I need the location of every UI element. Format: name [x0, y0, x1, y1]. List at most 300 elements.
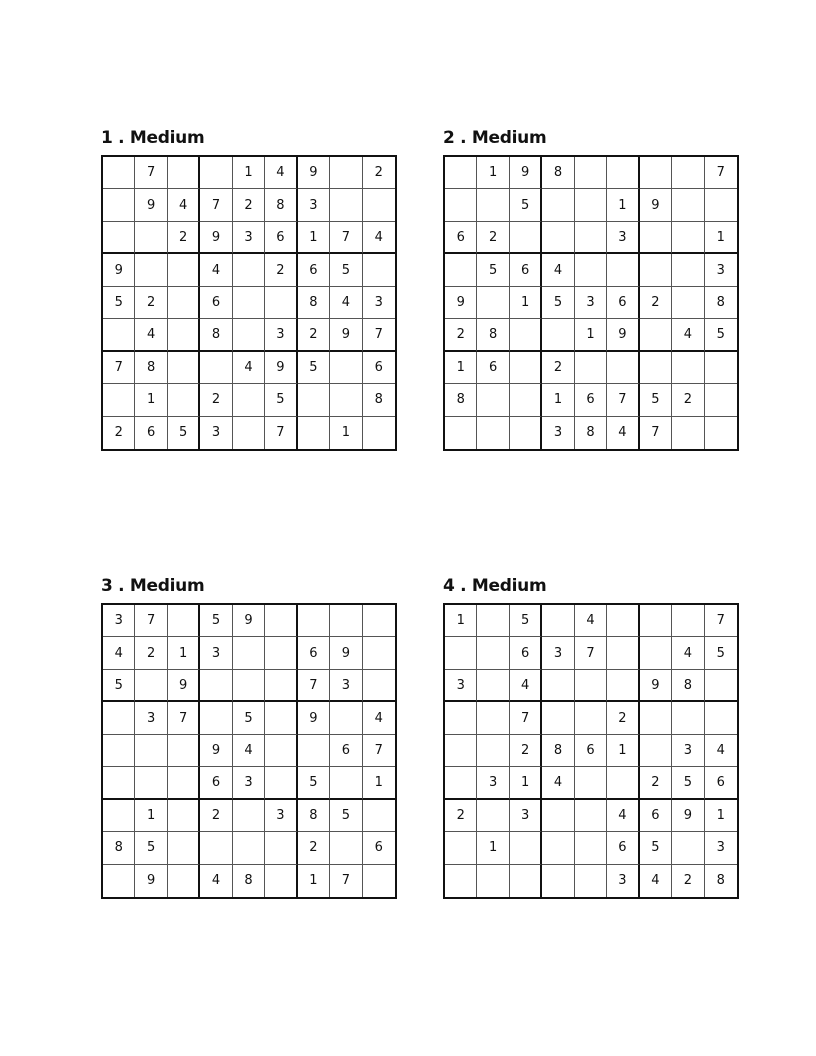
sudoku-cell[interactable]: 9: [168, 670, 200, 702]
sudoku-cell[interactable]: [575, 222, 607, 254]
sudoku-cell[interactable]: [135, 767, 167, 799]
sudoku-cell[interactable]: [575, 352, 607, 384]
sudoku-cell[interactable]: [135, 222, 167, 254]
sudoku-cell[interactable]: 6: [575, 384, 607, 416]
sudoku-cell[interactable]: 1: [298, 865, 330, 897]
sudoku-cell[interactable]: 4: [607, 800, 639, 832]
sudoku-cell[interactable]: 5: [135, 832, 167, 864]
sudoku-cell[interactable]: 1: [168, 637, 200, 669]
sudoku-cell[interactable]: 2: [510, 735, 542, 767]
sudoku-cell[interactable]: [233, 287, 265, 319]
sudoku-cell[interactable]: 1: [135, 800, 167, 832]
sudoku-cell[interactable]: 6: [477, 352, 509, 384]
sudoku-cell[interactable]: 6: [445, 222, 477, 254]
sudoku-cell[interactable]: 4: [200, 865, 232, 897]
sudoku-cell[interactable]: [103, 222, 135, 254]
sudoku-cell[interactable]: 6: [363, 832, 395, 864]
sudoku-cell[interactable]: [103, 702, 135, 734]
sudoku-cell[interactable]: 5: [330, 800, 362, 832]
sudoku-cell[interactable]: 5: [672, 767, 704, 799]
sudoku-cell[interactable]: [135, 254, 167, 286]
sudoku-cell[interactable]: 2: [363, 157, 395, 189]
sudoku-cell[interactable]: [168, 287, 200, 319]
sudoku-cell[interactable]: 2: [103, 417, 135, 449]
sudoku-cell[interactable]: 9: [298, 702, 330, 734]
sudoku-cell[interactable]: 6: [705, 767, 737, 799]
sudoku-cell[interactable]: 6: [200, 767, 232, 799]
sudoku-cell[interactable]: 1: [575, 319, 607, 351]
sudoku-cell[interactable]: [233, 832, 265, 864]
sudoku-cell[interactable]: 8: [298, 287, 330, 319]
sudoku-cell[interactable]: [575, 670, 607, 702]
sudoku-cell[interactable]: [168, 832, 200, 864]
sudoku-cell[interactable]: [265, 735, 297, 767]
sudoku-cell[interactable]: [607, 254, 639, 286]
sudoku-cell[interactable]: 2: [607, 702, 639, 734]
sudoku-cell[interactable]: 7: [510, 702, 542, 734]
sudoku-cell[interactable]: [542, 832, 574, 864]
sudoku-cell[interactable]: [575, 832, 607, 864]
sudoku-cell[interactable]: 2: [477, 222, 509, 254]
sudoku-cell[interactable]: 8: [265, 189, 297, 221]
sudoku-cell[interactable]: 5: [103, 287, 135, 319]
sudoku-cell[interactable]: [200, 157, 232, 189]
sudoku-cell[interactable]: 5: [705, 319, 737, 351]
sudoku-cell[interactable]: 5: [510, 189, 542, 221]
sudoku-cell[interactable]: 6: [298, 637, 330, 669]
sudoku-cell[interactable]: 3: [575, 287, 607, 319]
sudoku-cell[interactable]: 3: [200, 417, 232, 449]
sudoku-cell[interactable]: [510, 865, 542, 897]
sudoku-cell[interactable]: [168, 800, 200, 832]
sudoku-cell[interactable]: [445, 767, 477, 799]
sudoku-cell[interactable]: 4: [363, 702, 395, 734]
sudoku-cell[interactable]: 6: [330, 735, 362, 767]
sudoku-cell[interactable]: [640, 222, 672, 254]
sudoku-cell[interactable]: [672, 702, 704, 734]
sudoku-cell[interactable]: [542, 800, 574, 832]
sudoku-cell[interactable]: 1: [298, 222, 330, 254]
sudoku-cell[interactable]: [233, 384, 265, 416]
sudoku-cell[interactable]: 3: [233, 767, 265, 799]
sudoku-cell[interactable]: 9: [135, 865, 167, 897]
sudoku-cell[interactable]: [363, 605, 395, 637]
sudoku-cell[interactable]: [575, 157, 607, 189]
sudoku-cell[interactable]: 4: [575, 605, 607, 637]
sudoku-cell[interactable]: [330, 189, 362, 221]
sudoku-cell[interactable]: [445, 637, 477, 669]
sudoku-cell[interactable]: [168, 767, 200, 799]
sudoku-cell[interactable]: 9: [200, 735, 232, 767]
sudoku-cell[interactable]: [542, 702, 574, 734]
sudoku-cell[interactable]: [510, 384, 542, 416]
sudoku-cell[interactable]: [168, 319, 200, 351]
sudoku-cell[interactable]: [575, 865, 607, 897]
sudoku-cell[interactable]: [607, 605, 639, 637]
sudoku-cell[interactable]: [298, 735, 330, 767]
sudoku-cell[interactable]: [477, 865, 509, 897]
sudoku-cell[interactable]: [672, 605, 704, 637]
sudoku-cell[interactable]: [265, 702, 297, 734]
sudoku-cell[interactable]: [363, 637, 395, 669]
sudoku-cell[interactable]: [705, 417, 737, 449]
sudoku-cell[interactable]: 4: [363, 222, 395, 254]
sudoku-cell[interactable]: [200, 352, 232, 384]
sudoku-cell[interactable]: 2: [200, 800, 232, 832]
sudoku-cell[interactable]: [233, 800, 265, 832]
sudoku-cell[interactable]: [477, 605, 509, 637]
sudoku-cell[interactable]: [233, 319, 265, 351]
sudoku-cell[interactable]: 1: [445, 352, 477, 384]
sudoku-cell[interactable]: [445, 417, 477, 449]
sudoku-cell[interactable]: 9: [640, 670, 672, 702]
sudoku-cell[interactable]: 7: [168, 702, 200, 734]
sudoku-cell[interactable]: [330, 384, 362, 416]
sudoku-cell[interactable]: [103, 384, 135, 416]
sudoku-cell[interactable]: 7: [607, 384, 639, 416]
sudoku-cell[interactable]: [672, 189, 704, 221]
sudoku-cell[interactable]: 2: [672, 865, 704, 897]
sudoku-cell[interactable]: 5: [233, 702, 265, 734]
sudoku-cell[interactable]: 4: [233, 352, 265, 384]
sudoku-cell[interactable]: [575, 189, 607, 221]
sudoku-cell[interactable]: 1: [542, 384, 574, 416]
sudoku-cell[interactable]: 4: [510, 670, 542, 702]
sudoku-cell[interactable]: [477, 735, 509, 767]
sudoku-cell[interactable]: [103, 319, 135, 351]
sudoku-cell[interactable]: 6: [298, 254, 330, 286]
sudoku-cell[interactable]: [363, 670, 395, 702]
sudoku-cell[interactable]: [542, 319, 574, 351]
sudoku-cell[interactable]: 8: [542, 735, 574, 767]
sudoku-cell[interactable]: [705, 384, 737, 416]
sudoku-cell[interactable]: [672, 417, 704, 449]
sudoku-cell[interactable]: 3: [672, 735, 704, 767]
sudoku-cell[interactable]: 9: [510, 157, 542, 189]
sudoku-cell[interactable]: 1: [510, 287, 542, 319]
sudoku-cell[interactable]: [607, 352, 639, 384]
sudoku-cell[interactable]: [103, 865, 135, 897]
sudoku-cell[interactable]: 6: [135, 417, 167, 449]
sudoku-cell[interactable]: 7: [363, 319, 395, 351]
sudoku-cell[interactable]: [103, 767, 135, 799]
sudoku-cell[interactable]: [640, 605, 672, 637]
sudoku-cell[interactable]: 7: [135, 157, 167, 189]
sudoku-cell[interactable]: [265, 637, 297, 669]
sudoku-cell[interactable]: 8: [363, 384, 395, 416]
sudoku-cell[interactable]: 7: [575, 637, 607, 669]
sudoku-cell[interactable]: 4: [607, 417, 639, 449]
sudoku-cell[interactable]: [363, 865, 395, 897]
sudoku-cell[interactable]: [200, 702, 232, 734]
sudoku-cell[interactable]: [330, 767, 362, 799]
sudoku-cell[interactable]: 4: [200, 254, 232, 286]
sudoku-cell[interactable]: [330, 832, 362, 864]
sudoku-cell[interactable]: [477, 384, 509, 416]
sudoku-cell[interactable]: [168, 157, 200, 189]
sudoku-cell[interactable]: 4: [672, 637, 704, 669]
sudoku-cell[interactable]: [103, 735, 135, 767]
sudoku-cell[interactable]: 7: [330, 222, 362, 254]
sudoku-cell[interactable]: 1: [705, 222, 737, 254]
sudoku-cell[interactable]: [477, 417, 509, 449]
sudoku-cell[interactable]: 8: [233, 865, 265, 897]
sudoku-cell[interactable]: 1: [445, 605, 477, 637]
sudoku-cell[interactable]: [672, 832, 704, 864]
sudoku-cell[interactable]: [363, 417, 395, 449]
sudoku-cell[interactable]: 1: [233, 157, 265, 189]
sudoku-cell[interactable]: [705, 189, 737, 221]
sudoku-cell[interactable]: 8: [298, 800, 330, 832]
sudoku-cell[interactable]: 3: [298, 189, 330, 221]
sudoku-cell[interactable]: 3: [542, 417, 574, 449]
sudoku-cell[interactable]: 5: [298, 767, 330, 799]
sudoku-cell[interactable]: 5: [640, 384, 672, 416]
sudoku-cell[interactable]: [265, 670, 297, 702]
sudoku-cell[interactable]: [575, 800, 607, 832]
sudoku-cell[interactable]: [168, 352, 200, 384]
sudoku-cell[interactable]: 5: [168, 417, 200, 449]
sudoku-cell[interactable]: [445, 865, 477, 897]
sudoku-cell[interactable]: 4: [168, 189, 200, 221]
sudoku-cell[interactable]: [542, 670, 574, 702]
sudoku-cell[interactable]: 2: [445, 319, 477, 351]
sudoku-cell[interactable]: 5: [330, 254, 362, 286]
sudoku-cell[interactable]: [265, 832, 297, 864]
sudoku-cell[interactable]: [445, 189, 477, 221]
sudoku-cell[interactable]: [200, 832, 232, 864]
sudoku-cell[interactable]: 3: [233, 222, 265, 254]
sudoku-cell[interactable]: [265, 767, 297, 799]
sudoku-cell[interactable]: 8: [445, 384, 477, 416]
sudoku-cell[interactable]: 4: [672, 319, 704, 351]
sudoku-cell[interactable]: 5: [200, 605, 232, 637]
sudoku-cell[interactable]: [640, 702, 672, 734]
sudoku-cell[interactable]: [330, 157, 362, 189]
sudoku-cell[interactable]: [705, 702, 737, 734]
sudoku-cell[interactable]: 6: [363, 352, 395, 384]
sudoku-cell[interactable]: [607, 637, 639, 669]
sudoku-cell[interactable]: 7: [135, 605, 167, 637]
sudoku-cell[interactable]: 4: [233, 735, 265, 767]
sudoku-cell[interactable]: 7: [200, 189, 232, 221]
sudoku-cell[interactable]: [477, 287, 509, 319]
sudoku-cell[interactable]: 4: [705, 735, 737, 767]
sudoku-cell[interactable]: [103, 157, 135, 189]
sudoku-cell[interactable]: [672, 254, 704, 286]
sudoku-cell[interactable]: [575, 702, 607, 734]
sudoku-cell[interactable]: [330, 605, 362, 637]
sudoku-cell[interactable]: 1: [477, 832, 509, 864]
sudoku-cell[interactable]: 3: [200, 637, 232, 669]
sudoku-cell[interactable]: 7: [705, 157, 737, 189]
sudoku-cell[interactable]: 5: [298, 352, 330, 384]
sudoku-cell[interactable]: [233, 637, 265, 669]
sudoku-cell[interactable]: 7: [298, 670, 330, 702]
sudoku-cell[interactable]: [168, 384, 200, 416]
sudoku-cell[interactable]: 2: [135, 287, 167, 319]
sudoku-cell[interactable]: 8: [705, 287, 737, 319]
sudoku-cell[interactable]: 9: [233, 605, 265, 637]
sudoku-cell[interactable]: [445, 832, 477, 864]
sudoku-cell[interactable]: [542, 865, 574, 897]
sudoku-cell[interactable]: 2: [298, 832, 330, 864]
sudoku-cell[interactable]: 5: [640, 832, 672, 864]
sudoku-cell[interactable]: 9: [330, 637, 362, 669]
sudoku-cell[interactable]: [103, 189, 135, 221]
sudoku-cell[interactable]: 6: [510, 637, 542, 669]
sudoku-cell[interactable]: 7: [103, 352, 135, 384]
sudoku-cell[interactable]: 6: [265, 222, 297, 254]
sudoku-cell[interactable]: [168, 254, 200, 286]
sudoku-cell[interactable]: [265, 605, 297, 637]
sudoku-cell[interactable]: 2: [542, 352, 574, 384]
sudoku-cell[interactable]: [477, 670, 509, 702]
sudoku-cell[interactable]: 8: [542, 157, 574, 189]
sudoku-cell[interactable]: 6: [510, 254, 542, 286]
sudoku-cell[interactable]: 3: [363, 287, 395, 319]
sudoku-cell[interactable]: 8: [672, 670, 704, 702]
sudoku-cell[interactable]: [265, 287, 297, 319]
sudoku-cell[interactable]: [135, 735, 167, 767]
sudoku-cell[interactable]: [672, 352, 704, 384]
sudoku-cell[interactable]: 6: [575, 735, 607, 767]
sudoku-cell[interactable]: 3: [607, 865, 639, 897]
sudoku-cell[interactable]: [705, 670, 737, 702]
sudoku-cell[interactable]: [103, 800, 135, 832]
sudoku-cell[interactable]: 8: [575, 417, 607, 449]
sudoku-cell[interactable]: 3: [265, 319, 297, 351]
sudoku-cell[interactable]: 8: [103, 832, 135, 864]
sudoku-cell[interactable]: [607, 670, 639, 702]
sudoku-cell[interactable]: 1: [330, 417, 362, 449]
sudoku-cell[interactable]: 4: [542, 254, 574, 286]
sudoku-cell[interactable]: [168, 735, 200, 767]
sudoku-cell[interactable]: 5: [510, 605, 542, 637]
sudoku-cell[interactable]: 2: [445, 800, 477, 832]
sudoku-cell[interactable]: 6: [200, 287, 232, 319]
sudoku-cell[interactable]: [510, 352, 542, 384]
sudoku-cell[interactable]: 5: [477, 254, 509, 286]
sudoku-cell[interactable]: 9: [330, 319, 362, 351]
sudoku-cell[interactable]: [445, 157, 477, 189]
sudoku-cell[interactable]: [363, 254, 395, 286]
sudoku-cell[interactable]: 4: [640, 865, 672, 897]
sudoku-cell[interactable]: 4: [103, 637, 135, 669]
sudoku-cell[interactable]: [705, 352, 737, 384]
sudoku-cell[interactable]: [477, 702, 509, 734]
sudoku-cell[interactable]: [445, 735, 477, 767]
sudoku-cell[interactable]: 3: [135, 702, 167, 734]
sudoku-cell[interactable]: 7: [705, 605, 737, 637]
sudoku-cell[interactable]: 2: [640, 287, 672, 319]
sudoku-cell[interactable]: 9: [103, 254, 135, 286]
sudoku-cell[interactable]: [168, 605, 200, 637]
sudoku-cell[interactable]: 9: [135, 189, 167, 221]
sudoku-cell[interactable]: [168, 865, 200, 897]
sudoku-cell[interactable]: 5: [542, 287, 574, 319]
sudoku-cell[interactable]: 7: [265, 417, 297, 449]
sudoku-cell[interactable]: [330, 702, 362, 734]
sudoku-cell[interactable]: [640, 352, 672, 384]
sudoku-cell[interactable]: [575, 254, 607, 286]
sudoku-cell[interactable]: [672, 287, 704, 319]
sudoku-cell[interactable]: 2: [135, 637, 167, 669]
sudoku-cell[interactable]: [200, 670, 232, 702]
sudoku-cell[interactable]: [233, 254, 265, 286]
sudoku-cell[interactable]: 6: [607, 287, 639, 319]
sudoku-cell[interactable]: [542, 605, 574, 637]
sudoku-cell[interactable]: 1: [477, 157, 509, 189]
sudoku-cell[interactable]: [640, 319, 672, 351]
sudoku-cell[interactable]: [640, 157, 672, 189]
sudoku-cell[interactable]: [135, 670, 167, 702]
sudoku-cell[interactable]: 2: [298, 319, 330, 351]
sudoku-cell[interactable]: [607, 767, 639, 799]
sudoku-cell[interactable]: 4: [135, 319, 167, 351]
sudoku-cell[interactable]: 5: [265, 384, 297, 416]
sudoku-cell[interactable]: 9: [445, 287, 477, 319]
sudoku-cell[interactable]: 7: [640, 417, 672, 449]
sudoku-cell[interactable]: [265, 865, 297, 897]
sudoku-cell[interactable]: [510, 417, 542, 449]
sudoku-cell[interactable]: [542, 222, 574, 254]
sudoku-cell[interactable]: 6: [640, 800, 672, 832]
sudoku-cell[interactable]: 3: [265, 800, 297, 832]
sudoku-cell[interactable]: 1: [510, 767, 542, 799]
sudoku-cell[interactable]: [640, 637, 672, 669]
sudoku-cell[interactable]: [672, 157, 704, 189]
sudoku-cell[interactable]: 1: [607, 735, 639, 767]
sudoku-cell[interactable]: [298, 605, 330, 637]
sudoku-cell[interactable]: [233, 670, 265, 702]
sudoku-cell[interactable]: [477, 189, 509, 221]
sudoku-cell[interactable]: 5: [103, 670, 135, 702]
sudoku-cell[interactable]: 3: [330, 670, 362, 702]
sudoku-cell[interactable]: 2: [640, 767, 672, 799]
sudoku-cell[interactable]: [298, 384, 330, 416]
sudoku-cell[interactable]: [330, 352, 362, 384]
sudoku-cell[interactable]: 6: [607, 832, 639, 864]
sudoku-cell[interactable]: [363, 189, 395, 221]
sudoku-cell[interactable]: 2: [265, 254, 297, 286]
sudoku-cell[interactable]: 1: [705, 800, 737, 832]
sudoku-cell[interactable]: 4: [265, 157, 297, 189]
sudoku-cell[interactable]: [445, 702, 477, 734]
sudoku-cell[interactable]: 5: [705, 637, 737, 669]
sudoku-cell[interactable]: 8: [135, 352, 167, 384]
sudoku-cell[interactable]: 3: [542, 637, 574, 669]
sudoku-cell[interactable]: 2: [200, 384, 232, 416]
sudoku-cell[interactable]: 3: [510, 800, 542, 832]
sudoku-cell[interactable]: 4: [542, 767, 574, 799]
sudoku-cell[interactable]: 2: [168, 222, 200, 254]
sudoku-cell[interactable]: 3: [477, 767, 509, 799]
sudoku-cell[interactable]: 2: [672, 384, 704, 416]
sudoku-cell[interactable]: 9: [265, 352, 297, 384]
sudoku-cell[interactable]: 1: [607, 189, 639, 221]
sudoku-cell[interactable]: [640, 254, 672, 286]
sudoku-cell[interactable]: 9: [640, 189, 672, 221]
sudoku-cell[interactable]: 1: [363, 767, 395, 799]
sudoku-cell[interactable]: 1: [135, 384, 167, 416]
sudoku-cell[interactable]: [640, 735, 672, 767]
sudoku-cell[interactable]: 2: [233, 189, 265, 221]
sudoku-cell[interactable]: 4: [330, 287, 362, 319]
sudoku-cell[interactable]: 3: [705, 832, 737, 864]
sudoku-cell[interactable]: [510, 222, 542, 254]
sudoku-cell[interactable]: [477, 637, 509, 669]
